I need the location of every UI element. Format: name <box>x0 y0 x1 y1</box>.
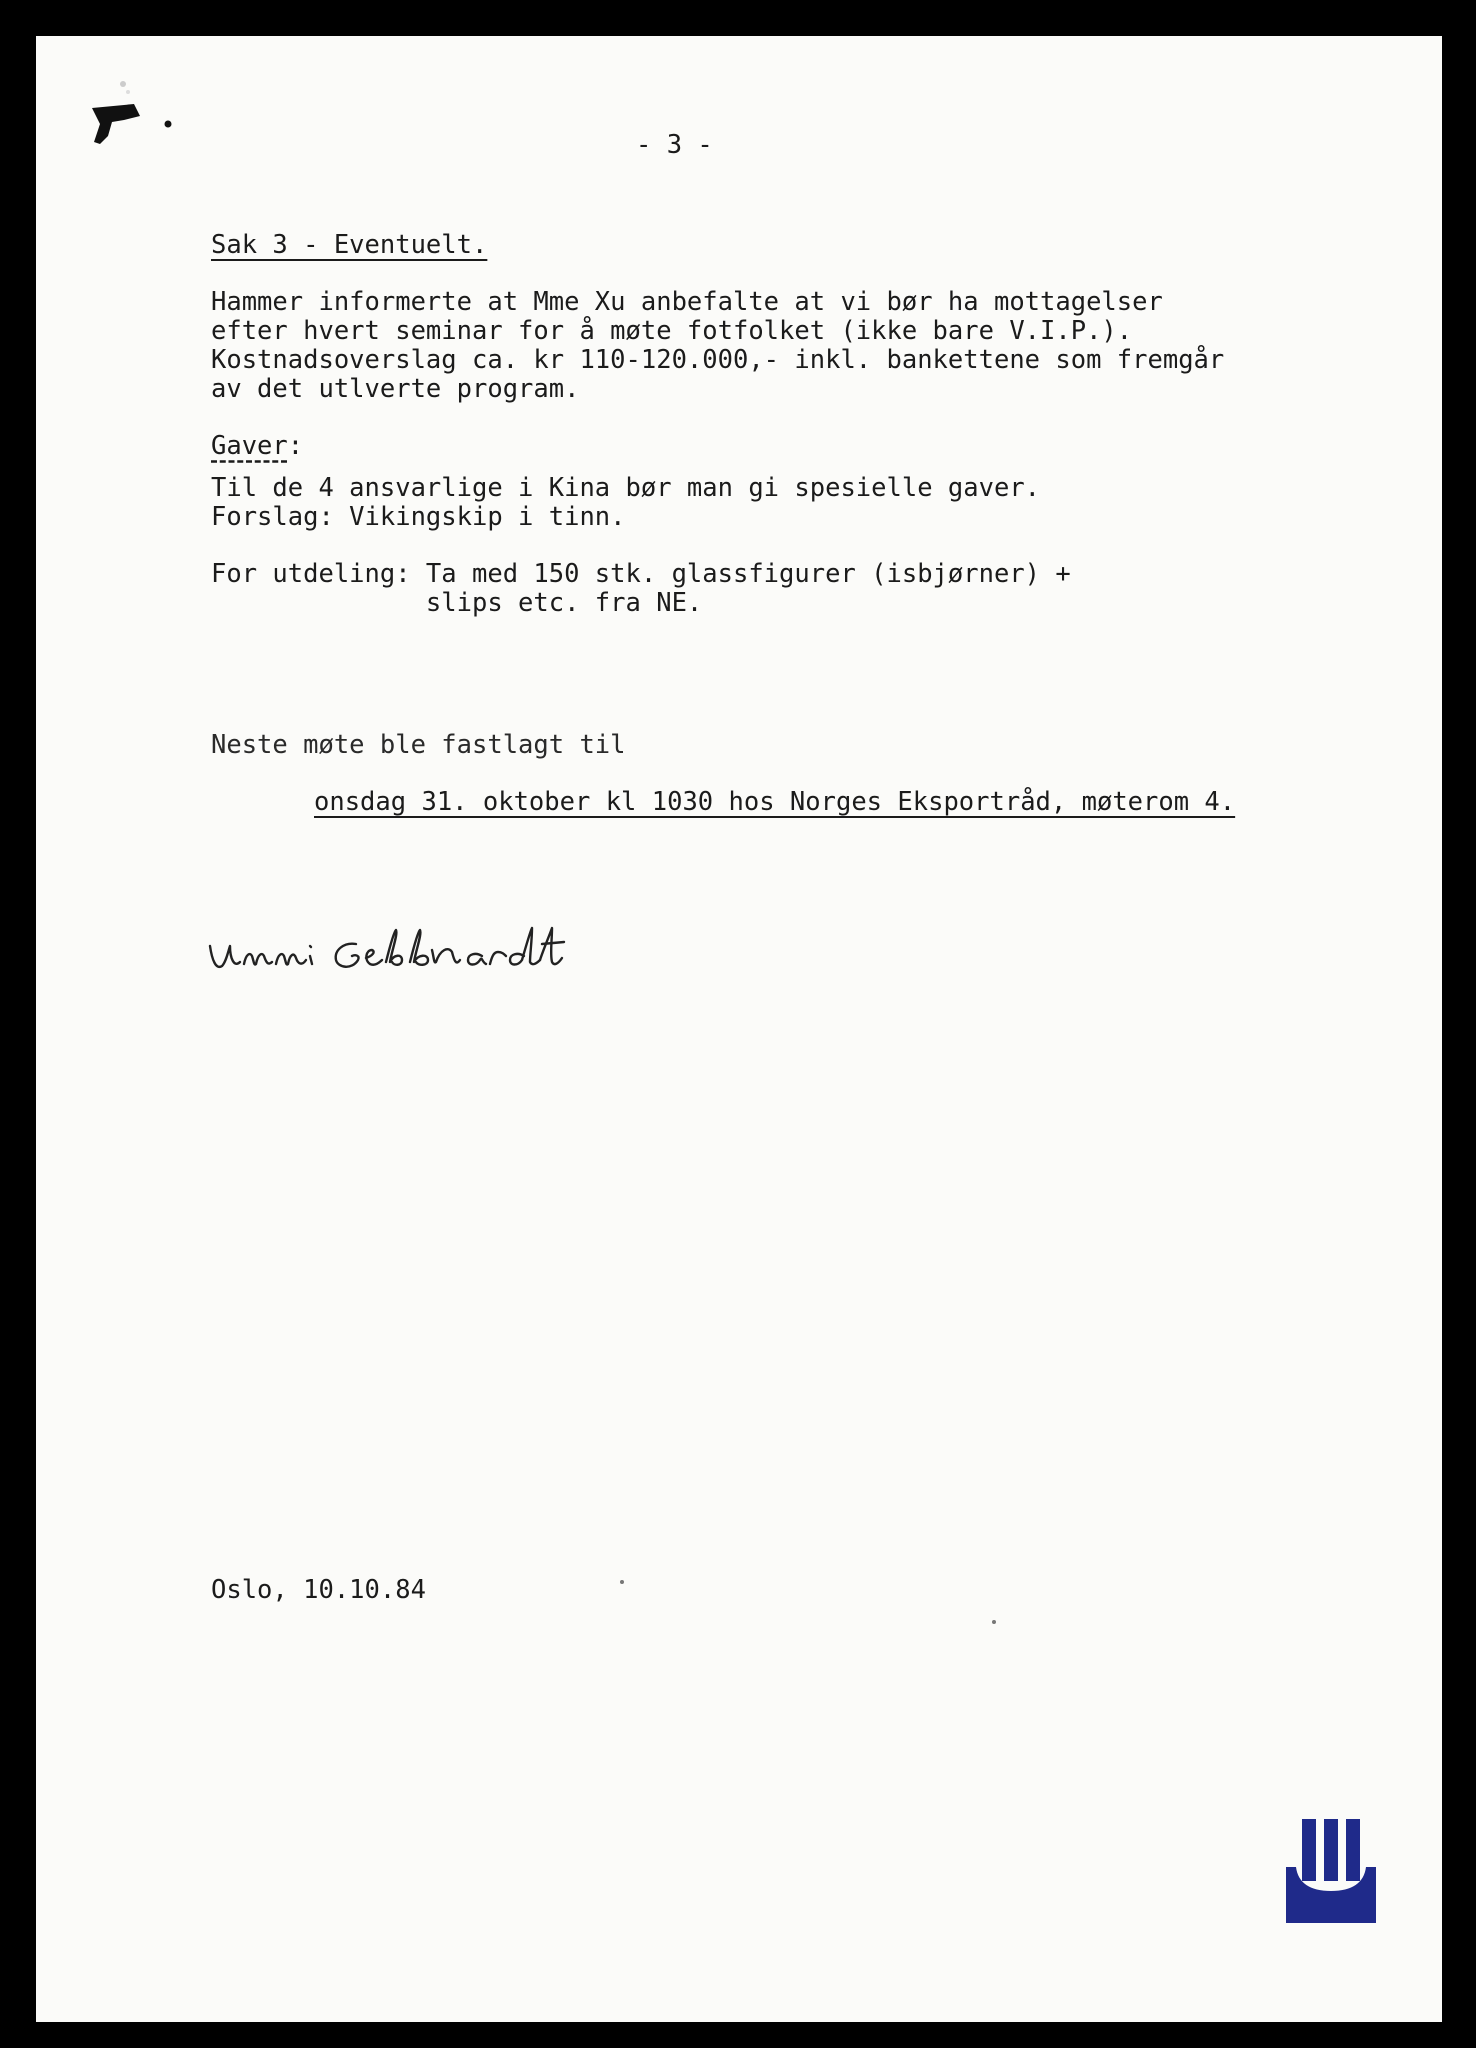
document-page <box>36 36 1442 2022</box>
paragraph-distribution: For utdeling: Ta med 150 stk. glassfigurer (isbjørner) + slips etc. fra NE. <box>211 559 1071 618</box>
section-heading: Sak 3 - Eventuelt. <box>211 230 488 260</box>
page-number: - 3 - <box>636 130 713 160</box>
gaver-colon: : <box>287 431 304 461</box>
paragraph-gifts: Til de 4 ansvarlige i Kina bør man gi spesielle gaver. Forslag: Vikingskip i tinn. <box>211 473 1041 532</box>
gaver-subheading <box>211 432 303 461</box>
stray-ink-dot <box>620 1580 624 1584</box>
next-meeting-date: onsdag 31. oktober kl 1030 hos Norges Eksportråd, møterom 4. <box>314 787 1236 817</box>
place-and-date: Oslo, 10.10.84 <box>211 1575 426 1605</box>
corner-punch-mark-icon <box>82 72 202 152</box>
stray-ink-dot <box>992 1620 996 1624</box>
company-logo-icon <box>1286 1819 1376 1923</box>
paragraph-reception-info: Hammer informerte at Mme Xu anbefalte at vi bør ha mottagelser efter hvert seminar for å møte fotfolket (ikke bare V.I.P.). Kostnadsoverslag ca. kr 110-120.000,- inkl. bankettene som fremgår av det utlverte program. <box>211 287 1225 404</box>
handwritten-signature <box>206 916 626 986</box>
next-meeting-intro: Neste møte ble fastlagt til <box>211 730 626 760</box>
gaver-label: Gaver <box>211 431 288 461</box>
